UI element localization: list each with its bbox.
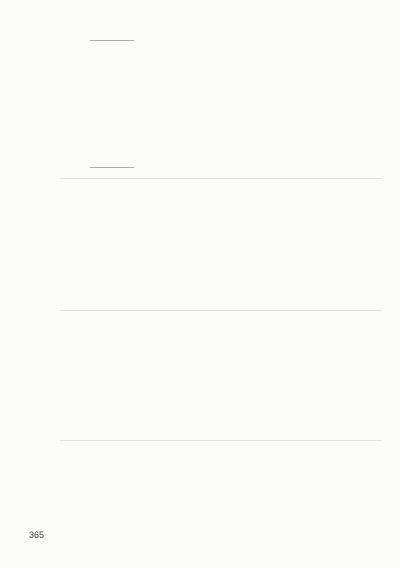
text-block: [100, 316, 142, 434]
text-block: [336, 316, 382, 434]
text-block: [144, 316, 190, 434]
text-block: [288, 446, 334, 526]
text-block: [60, 40, 88, 170]
text-block: [232, 40, 352, 170]
text-block: [192, 316, 238, 434]
text-block: [192, 446, 238, 526]
text-block: [240, 316, 286, 434]
page-number: 365: [29, 530, 45, 540]
text-block: [160, 184, 214, 304]
afterword-heading: [358, 40, 378, 170]
text-block: [150, 40, 230, 170]
text-block: [144, 446, 190, 526]
essay-subtitle: [94, 60, 108, 160]
text-block: [60, 316, 98, 434]
text-block: [336, 446, 382, 526]
text-block: [272, 184, 326, 304]
text-block: [328, 184, 382, 304]
section-divider: [60, 178, 382, 179]
text-block: [104, 184, 158, 304]
text-block: [240, 446, 286, 526]
text-block: [288, 316, 334, 434]
text-block: [100, 446, 142, 526]
text-block: [60, 446, 98, 526]
section-divider: [60, 310, 382, 311]
section-divider: [60, 440, 382, 441]
essay-title: [112, 44, 130, 164]
text-block: [60, 184, 102, 304]
text-block: [216, 184, 270, 304]
